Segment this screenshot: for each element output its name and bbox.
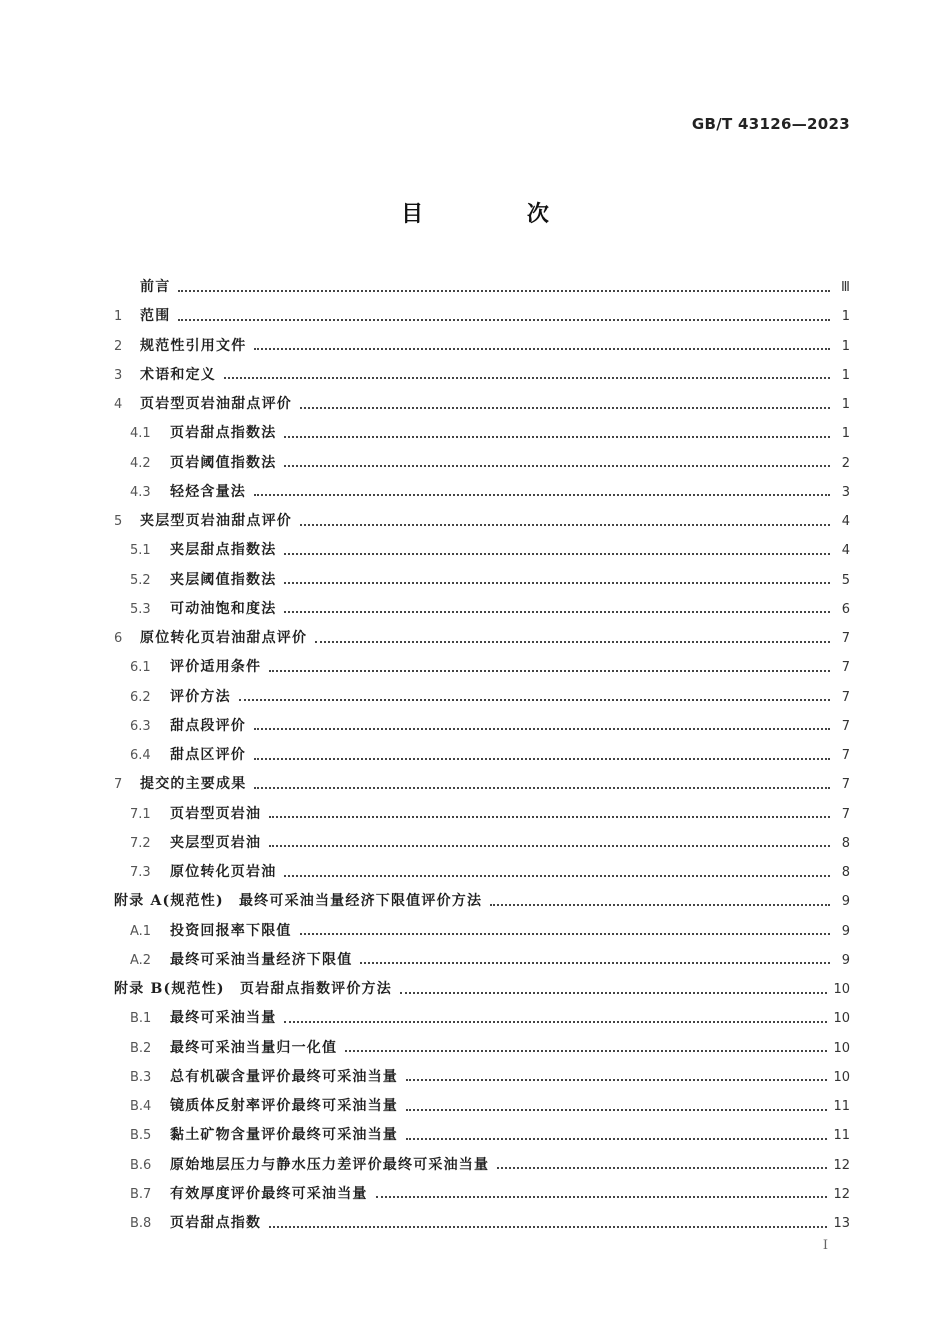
toc-entry-number: 5.3 [130, 601, 151, 617]
toc-dot-leader [300, 524, 830, 526]
toc-entry-page: 13 [833, 1216, 850, 1231]
toc-entry-number: 5.1 [130, 543, 151, 559]
toc-entry-number: B.5 [130, 1128, 152, 1144]
toc-entry-title: 最终可采油当量 [170, 1010, 277, 1027]
toc-entry-number: 4.3 [130, 484, 151, 500]
toc-dot-leader [406, 1138, 827, 1140]
toc-dot-leader [284, 436, 830, 438]
toc-entry[interactable] [114, 653, 850, 682]
toc-dot-leader [269, 670, 830, 672]
toc-dot-leader [269, 816, 830, 818]
toc-entry[interactable] [114, 887, 850, 916]
toc-entry[interactable] [114, 1121, 850, 1150]
toc-entry[interactable] [114, 712, 850, 741]
toc-entry[interactable] [114, 419, 850, 448]
toc-entry[interactable] [114, 361, 850, 390]
toc-dot-leader [284, 465, 830, 467]
toc-entry-page: Ⅲ [841, 280, 850, 295]
toc-entry-number: 4 [114, 397, 123, 412]
toc-entry-title: 页岩型页岩油甜点评价 [140, 396, 292, 412]
toc-dot-leader [178, 319, 830, 321]
toc-entry-title: 原位转化页岩油甜点评价 [140, 630, 308, 646]
toc-entry-title: 原始地层压力与静水压力差评价最终可采油当量 [170, 1156, 490, 1173]
toc-entry[interactable] [114, 536, 850, 565]
toc-entry-title: 原位转化页岩油 [170, 864, 277, 880]
toc-entry-title: 夹层型页岩油甜点评价 [140, 513, 292, 529]
toc-entry-page: 4 [841, 514, 850, 529]
toc-entry[interactable] [114, 858, 850, 887]
toc-entry-number: 7.3 [130, 865, 151, 880]
toc-entry-number: 2 [114, 338, 123, 354]
toc-entry-number: 7 [114, 777, 123, 793]
toc-dot-leader [284, 582, 830, 584]
toc-dot-leader [284, 1021, 827, 1023]
toc-entry[interactable] [114, 332, 850, 361]
toc-entry-number: 7.2 [130, 835, 151, 851]
toc-entry-number: 4.2 [130, 455, 151, 471]
toc-entry-page: 7 [841, 660, 850, 676]
toc-entry[interactable] [114, 1034, 850, 1063]
toc-entry-title: 夹层阈值指数法 [170, 571, 277, 588]
toc-entry-title: 甜点段评价 [170, 717, 246, 734]
toc-entry-number: 1 [114, 309, 123, 325]
toc-entry-page: 3 [841, 484, 850, 500]
toc-dot-leader [239, 699, 830, 701]
toc-entry[interactable] [114, 507, 850, 536]
toc-entry-page: 8 [841, 835, 850, 851]
toc-dot-leader [315, 641, 830, 643]
toc-entry-page: 5 [841, 572, 850, 588]
toc-entry[interactable] [114, 946, 850, 975]
toc-dot-leader [269, 1226, 827, 1228]
toc-dot-leader [284, 553, 830, 555]
toc-entry-number: 5 [114, 514, 123, 529]
toc-entry-number: B.1 [130, 1011, 152, 1027]
toc-entry-page: 1 [841, 367, 850, 383]
toc-entry-page: 2 [841, 455, 850, 471]
toc-entry-title: 评价适用条件 [170, 659, 262, 676]
toc-entry-number: B.8 [130, 1216, 152, 1231]
toc-dot-leader [360, 962, 830, 964]
toc-entry-number: B.6 [130, 1157, 152, 1173]
toc-entry-title: 前言 [140, 279, 171, 295]
toc-dot-leader [406, 1109, 827, 1111]
toc-entry-page: 9 [841, 923, 850, 939]
toc-entry[interactable] [114, 390, 850, 419]
toc-entry-number: 6.4 [130, 748, 151, 763]
toc-entry-page: 9 [841, 894, 850, 910]
standard-code: GB/T 43126—2023 [691, 115, 850, 133]
toc-entry-title: 页岩型页岩油 [170, 805, 262, 822]
toc-dot-leader [345, 1050, 827, 1052]
toc-entry-page: 7 [841, 806, 850, 822]
toc-dot-leader [497, 1167, 827, 1169]
toc-entry-title: 术语和定义 [140, 366, 216, 383]
toc-entry-page: 6 [841, 601, 850, 617]
toc-entry-title: 页岩甜点指数法 [170, 425, 277, 442]
toc-dot-leader [490, 904, 830, 906]
toc-entry-number: 6.1 [130, 660, 151, 676]
toc-entry-title: 最终可采油当量经济下限值 [170, 951, 353, 968]
toc-entry-page: 10 [833, 982, 850, 997]
toc-entry-page: 7 [841, 748, 850, 763]
toc-entry-page: 4 [841, 543, 850, 559]
toc-entry-title: 页岩阈值指数法 [170, 454, 277, 471]
toc-entry-page: 8 [841, 865, 850, 880]
toc-entry-title: 有效厚度评价最终可采油当量 [170, 1185, 368, 1202]
toc-dot-leader [254, 494, 830, 496]
toc-entry-number: B.2 [130, 1040, 152, 1056]
toc-entry-number: A.2 [130, 952, 152, 968]
toc-entry-title: 夹层型页岩油 [170, 834, 262, 851]
table-of-contents [114, 273, 850, 1238]
toc-entry[interactable] [114, 741, 850, 770]
toc-entry[interactable] [114, 1004, 850, 1033]
toc-entry-page: 7 [841, 689, 850, 705]
toc-entry-page: 10 [833, 1069, 850, 1085]
toc-entry-page: 7 [841, 777, 850, 793]
toc-entry-number: 4.1 [130, 426, 151, 442]
toc-entry-page: 11 [833, 1099, 850, 1114]
toc-entry-page: 1 [841, 397, 850, 412]
toc-entry-page: 1 [841, 426, 850, 442]
toc-entry-title: 镜质体反射率评价最终可采油当量 [170, 1098, 398, 1114]
toc-dot-leader [300, 407, 830, 409]
toc-entry[interactable] [114, 829, 850, 858]
toc-entry-title: 评价方法 [170, 688, 231, 705]
toc-entry-title: 范围 [140, 308, 171, 325]
toc-entry-page: 10 [833, 1011, 850, 1027]
toc-entry[interactable] [114, 1092, 850, 1121]
toc-entry-number: B.4 [130, 1099, 152, 1114]
toc-entry-title: 可动油饱和度法 [170, 600, 277, 617]
toc-entry-page: 1 [841, 338, 850, 354]
toc-entry-number: A.1 [130, 923, 152, 939]
toc-dot-leader [376, 1196, 828, 1198]
toc-entry[interactable] [114, 595, 850, 624]
toc-entry[interactable] [114, 273, 850, 302]
toc-entry-title: 投资回报率下限值 [170, 922, 292, 939]
toc-entry[interactable] [114, 566, 850, 595]
toc-entry-number: B.7 [130, 1186, 152, 1202]
toc-entry[interactable] [114, 478, 850, 507]
toc-entry-number: 7.1 [130, 806, 151, 822]
toc-dot-leader [400, 992, 827, 994]
toc-dot-leader [406, 1079, 827, 1081]
toc-dot-leader [269, 845, 830, 847]
toc-dot-leader [284, 611, 830, 613]
toc-entry[interactable] [114, 624, 850, 653]
page-number: I [822, 1238, 828, 1253]
toc-entry-page: 9 [841, 952, 850, 968]
toc-entry-title: 规范性引用文件 [140, 337, 247, 354]
toc-entry-page: 7 [841, 718, 850, 734]
toc-entry-number: 5.2 [130, 572, 151, 588]
toc-entry-number: 3 [114, 367, 123, 383]
toc-entry[interactable] [114, 1209, 850, 1238]
toc-entry-title: 附录 B(规范性) 页岩甜点指数评价方法 [114, 981, 392, 997]
toc-entry[interactable] [114, 917, 850, 946]
toc-dot-leader [254, 787, 830, 789]
toc-entry-number: B.3 [130, 1069, 152, 1085]
toc-entry-page: 7 [841, 631, 850, 646]
toc-entry[interactable] [114, 1151, 850, 1180]
toc-entry-title: 最终可采油当量归一化值 [170, 1039, 338, 1056]
toc-entry-number: 6.3 [130, 718, 151, 734]
toc-entry[interactable] [114, 1180, 850, 1209]
toc-entry[interactable] [114, 800, 850, 829]
toc-entry-page: 1 [841, 309, 850, 325]
toc-entry-title: 总有机碳含量评价最终可采油当量 [170, 1068, 398, 1085]
toc-entry-title: 甜点区评价 [170, 747, 246, 763]
toc-entry-page: 12 [833, 1186, 850, 1202]
toc-entry-title: 附录 A(规范性) 最终可采油当量经济下限值评价方法 [114, 893, 483, 910]
toc-entry-number: 6 [114, 631, 123, 646]
toc-dot-leader [224, 377, 830, 379]
toc-dot-leader [254, 728, 830, 730]
toc-entry[interactable] [114, 302, 850, 331]
toc-entry-page: 12 [833, 1157, 850, 1173]
toc-entry[interactable] [114, 449, 850, 478]
toc-entry-page: 11 [833, 1128, 850, 1144]
toc-entry-title: 提交的主要成果 [140, 776, 247, 793]
toc-entry[interactable] [114, 683, 850, 712]
toc-entry-number: 6.2 [130, 689, 151, 705]
toc-dot-leader [254, 348, 830, 350]
toc-dot-leader [300, 933, 830, 935]
page-title: 目 次 [401, 202, 597, 227]
toc-entry[interactable] [114, 770, 850, 799]
toc-entry[interactable] [114, 1063, 850, 1092]
toc-dot-leader [284, 875, 830, 877]
toc-entry-title: 夹层甜点指数法 [170, 542, 277, 559]
toc-entry-title: 轻烃含量法 [170, 483, 246, 500]
toc-entry-page: 10 [833, 1040, 850, 1056]
toc-dot-leader [254, 758, 830, 760]
toc-entry-title: 页岩甜点指数 [170, 1215, 262, 1231]
toc-entry-title: 黏土矿物含量评价最终可采油当量 [170, 1127, 398, 1144]
toc-entry[interactable] [114, 975, 850, 1004]
toc-dot-leader [178, 290, 830, 292]
